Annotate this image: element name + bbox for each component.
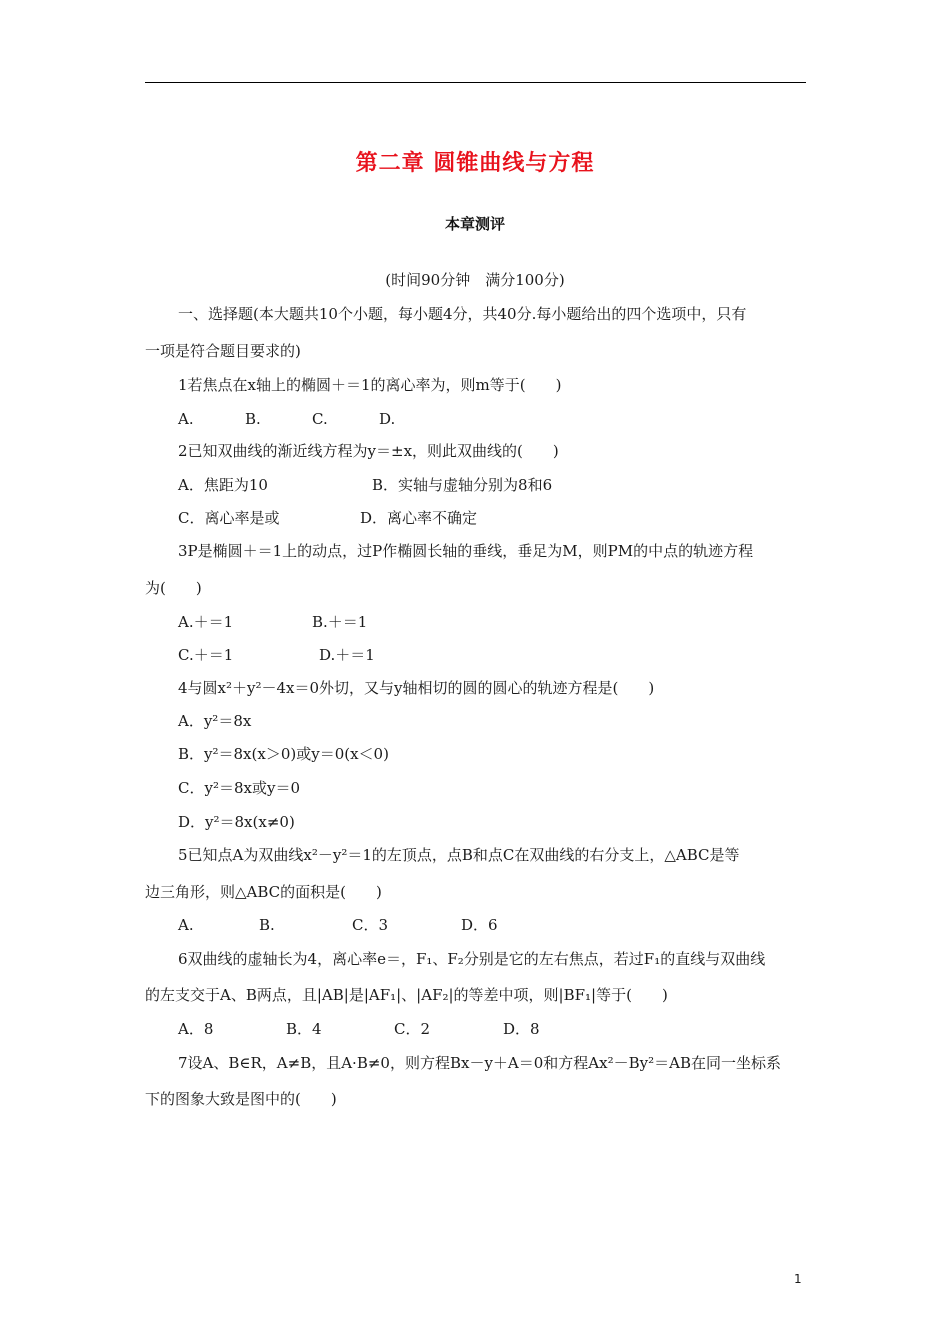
q4-option-c: C．y²＝8x或y＝0 — [178, 779, 300, 797]
q2-option-b: B．实轴与虚轴分别为8和6 — [372, 476, 553, 494]
question-3-stem-line1: 3P是椭圆＋＝1上的动点，过P作椭圆长轴的垂线，垂足为M，则PM的中点的轨迹方程 — [178, 542, 754, 560]
q1-option-d: D. — [379, 410, 396, 428]
q4-option-b: B．y²＝8x(x＞0)或y＝0(x＜0) — [178, 745, 389, 763]
q2-option-d: D．离心率不确定 — [360, 509, 478, 527]
q4-option-a: A．y²＝8x — [178, 712, 252, 730]
question-3-stem-line2: 为( ) — [145, 579, 202, 597]
question-1-stem: 1若焦点在x轴上的椭圆＋＝1的离心率为，则m等于( ) — [178, 376, 562, 394]
header-rule — [145, 82, 806, 83]
q2-option-a: A．焦距为10 — [178, 476, 268, 494]
q5-option-c: C．3 — [352, 916, 389, 934]
q6-option-d: D．8 — [503, 1020, 540, 1038]
question-4-stem: 4与圆x²＋y²－4x＝0外切，又与y轴相切的圆的圆心的轨迹方程是( ) — [178, 679, 655, 697]
section-heading-line2: 一项是符合题目要求的) — [145, 342, 301, 360]
q6-option-c: C．2 — [394, 1020, 431, 1038]
q4-option-d: D．y²＝8x(x≠0) — [178, 813, 295, 831]
q3-option-d: D.＋＝1 — [319, 646, 375, 664]
question-6-stem-line2: 的左支交于A、B两点，且|AB|是|AF₁|、|AF₂|的等差中项，则|BF₁|等于( ) — [145, 986, 668, 1004]
q5-option-a: A. — [178, 916, 194, 934]
question-7-stem-line1: 7设A、B∈R，A≠B，且A·B≠0，则方程Bx－y＋A＝0和方程Ax²－By²＝AB在同一坐标系 — [178, 1054, 781, 1072]
question-7-stem-line2: 下的图象大致是图中的( ) — [145, 1090, 337, 1108]
q6-option-a: A．8 — [178, 1020, 214, 1038]
question-6-stem-line1: 6双曲线的虚轴长为4，离心率e＝，F₁、F₂分别是它的左右焦点，若过F₁的直线与双曲线 — [178, 950, 766, 968]
question-2-stem: 2已知双曲线的渐近线方程为y＝±x，则此双曲线的( ) — [178, 442, 559, 460]
q5-option-d: D．6 — [461, 916, 498, 934]
q1-option-c: C. — [312, 410, 328, 428]
q6-option-b: B．4 — [286, 1020, 322, 1038]
page-number: 1 — [794, 1272, 802, 1286]
section-subtitle: 本章测评 — [444, 215, 505, 233]
section-heading-line1: 一、选择题(本大题共10个小题，每小题4分，共40分.每小题给出的四个选项中，只有 — [178, 305, 747, 323]
q3-option-c: C.＋＝1 — [178, 646, 234, 664]
time-info: (时间90分钟 满分100分) — [385, 271, 565, 289]
q1-option-a: A. — [178, 410, 194, 428]
question-5-stem-line1: 5已知点A为双曲线x²－y²＝1的左顶点，点B和点C在双曲线的右分支上，△ABC是等 — [178, 846, 740, 864]
chapter-title: 第二章 圆锥曲线与方程 — [355, 151, 595, 176]
q1-option-b: B. — [245, 410, 261, 428]
q3-option-b: B.＋＝1 — [312, 613, 368, 631]
q2-option-c: C．离心率是或 — [178, 509, 280, 527]
question-5-stem-line2: 边三角形，则△ABC的面积是( ) — [145, 883, 382, 901]
q5-option-b: B. — [259, 916, 275, 934]
q3-option-a: A.＋＝1 — [178, 613, 234, 631]
